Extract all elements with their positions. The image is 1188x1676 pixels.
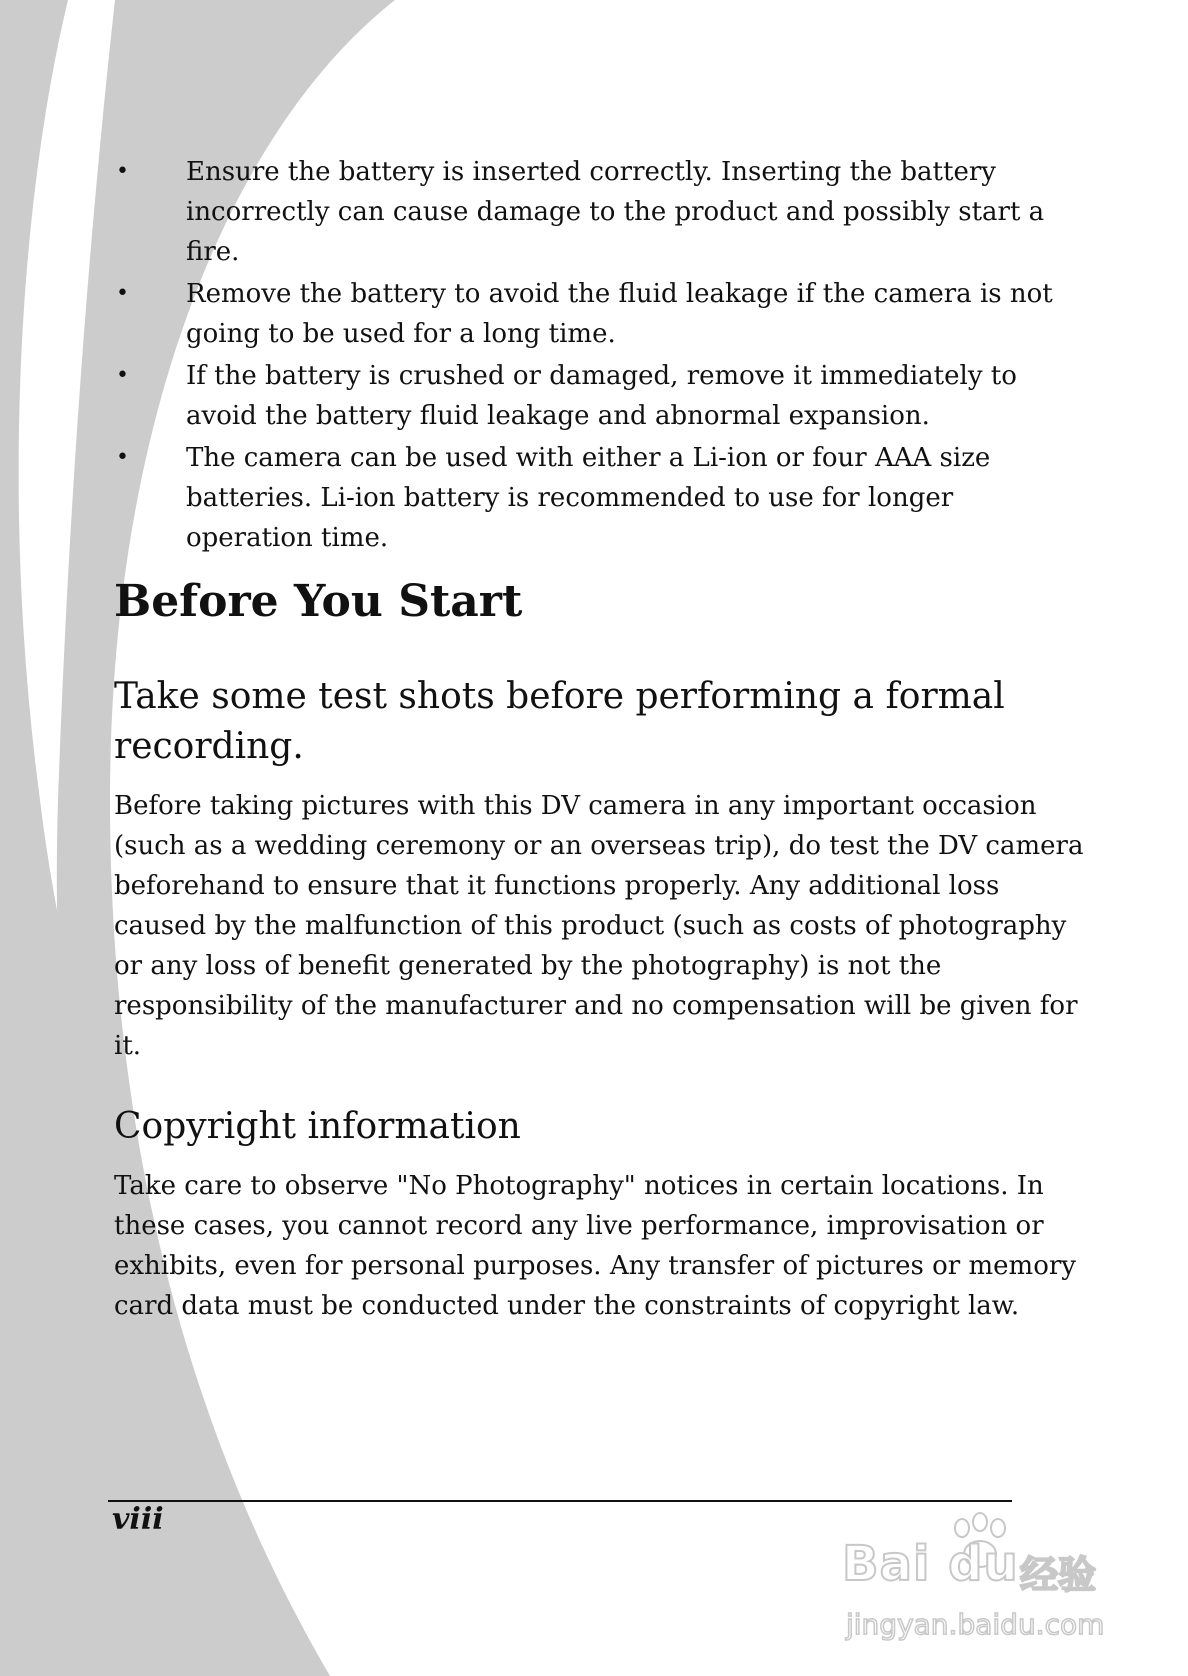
baidu-watermark	[840, 1530, 1140, 1670]
bullet-dot: •	[116, 363, 129, 388]
bullet-dot: •	[116, 159, 129, 184]
watermark-url: jingyan.baidu.com	[846, 1608, 1105, 1641]
bullet-dot: •	[116, 281, 129, 306]
bullet-text: Remove the battery to avoid the fluid leakage if the camera is not going to be used for a long time.	[186, 279, 1053, 349]
test-shots-paragraph: Before taking pictures with this DV camera in any important occasion (such as a wedding ceremony or an overseas trip), do test the DV camera beforehand to ensure that it functions properly. Any additional loss caused by the malfunction of this product (such as costs of photography or any loss of benefit generated by the photography) is not the responsibility of the manufacturer and no compensation will be given for it.	[114, 791, 1084, 1061]
bullet-item	[112, 356, 1082, 436]
section-title: Before You Start	[114, 576, 523, 627]
bullet-dot: •	[116, 445, 129, 470]
bullet-text: Ensure the battery is inserted correctly. Inserting the battery incorrectly can cause damage to the product and possibly start a fire.	[186, 157, 1045, 267]
copyright-paragraph: Take care to observe "No Photography" notices in certain locations. In these cases, you cannot record any live performance, improvisation or exhibits, even for personal purposes. Any transfer of pictures or memory card data must be conducted under the constraints of copyright law.	[114, 1171, 1076, 1321]
copyright-heading: Copyright information	[114, 1106, 521, 1147]
watermark-brand: Bai du	[842, 1536, 1019, 1592]
watermark-cn: 经验	[1020, 1553, 1097, 1597]
bullet-text: The camera can be used with either a Li-ion or four AAA size batteries. Li-ion battery is recommended to use for longer operation time.	[186, 443, 991, 553]
battery-bullet-list	[112, 152, 1082, 560]
test-shots-heading: Take some test shots before performing a formal recording.	[114, 676, 1005, 767]
bullet-item	[112, 438, 1082, 558]
page-number: viii	[112, 1502, 164, 1537]
bullet-item	[112, 152, 1082, 272]
bullet-item	[112, 274, 1082, 354]
footer-rule	[108, 1500, 1012, 1502]
bullet-text: If the battery is crushed or damaged, remove it immediately to avoid the battery fluid leakage and abnormal expansion.	[186, 361, 1017, 431]
